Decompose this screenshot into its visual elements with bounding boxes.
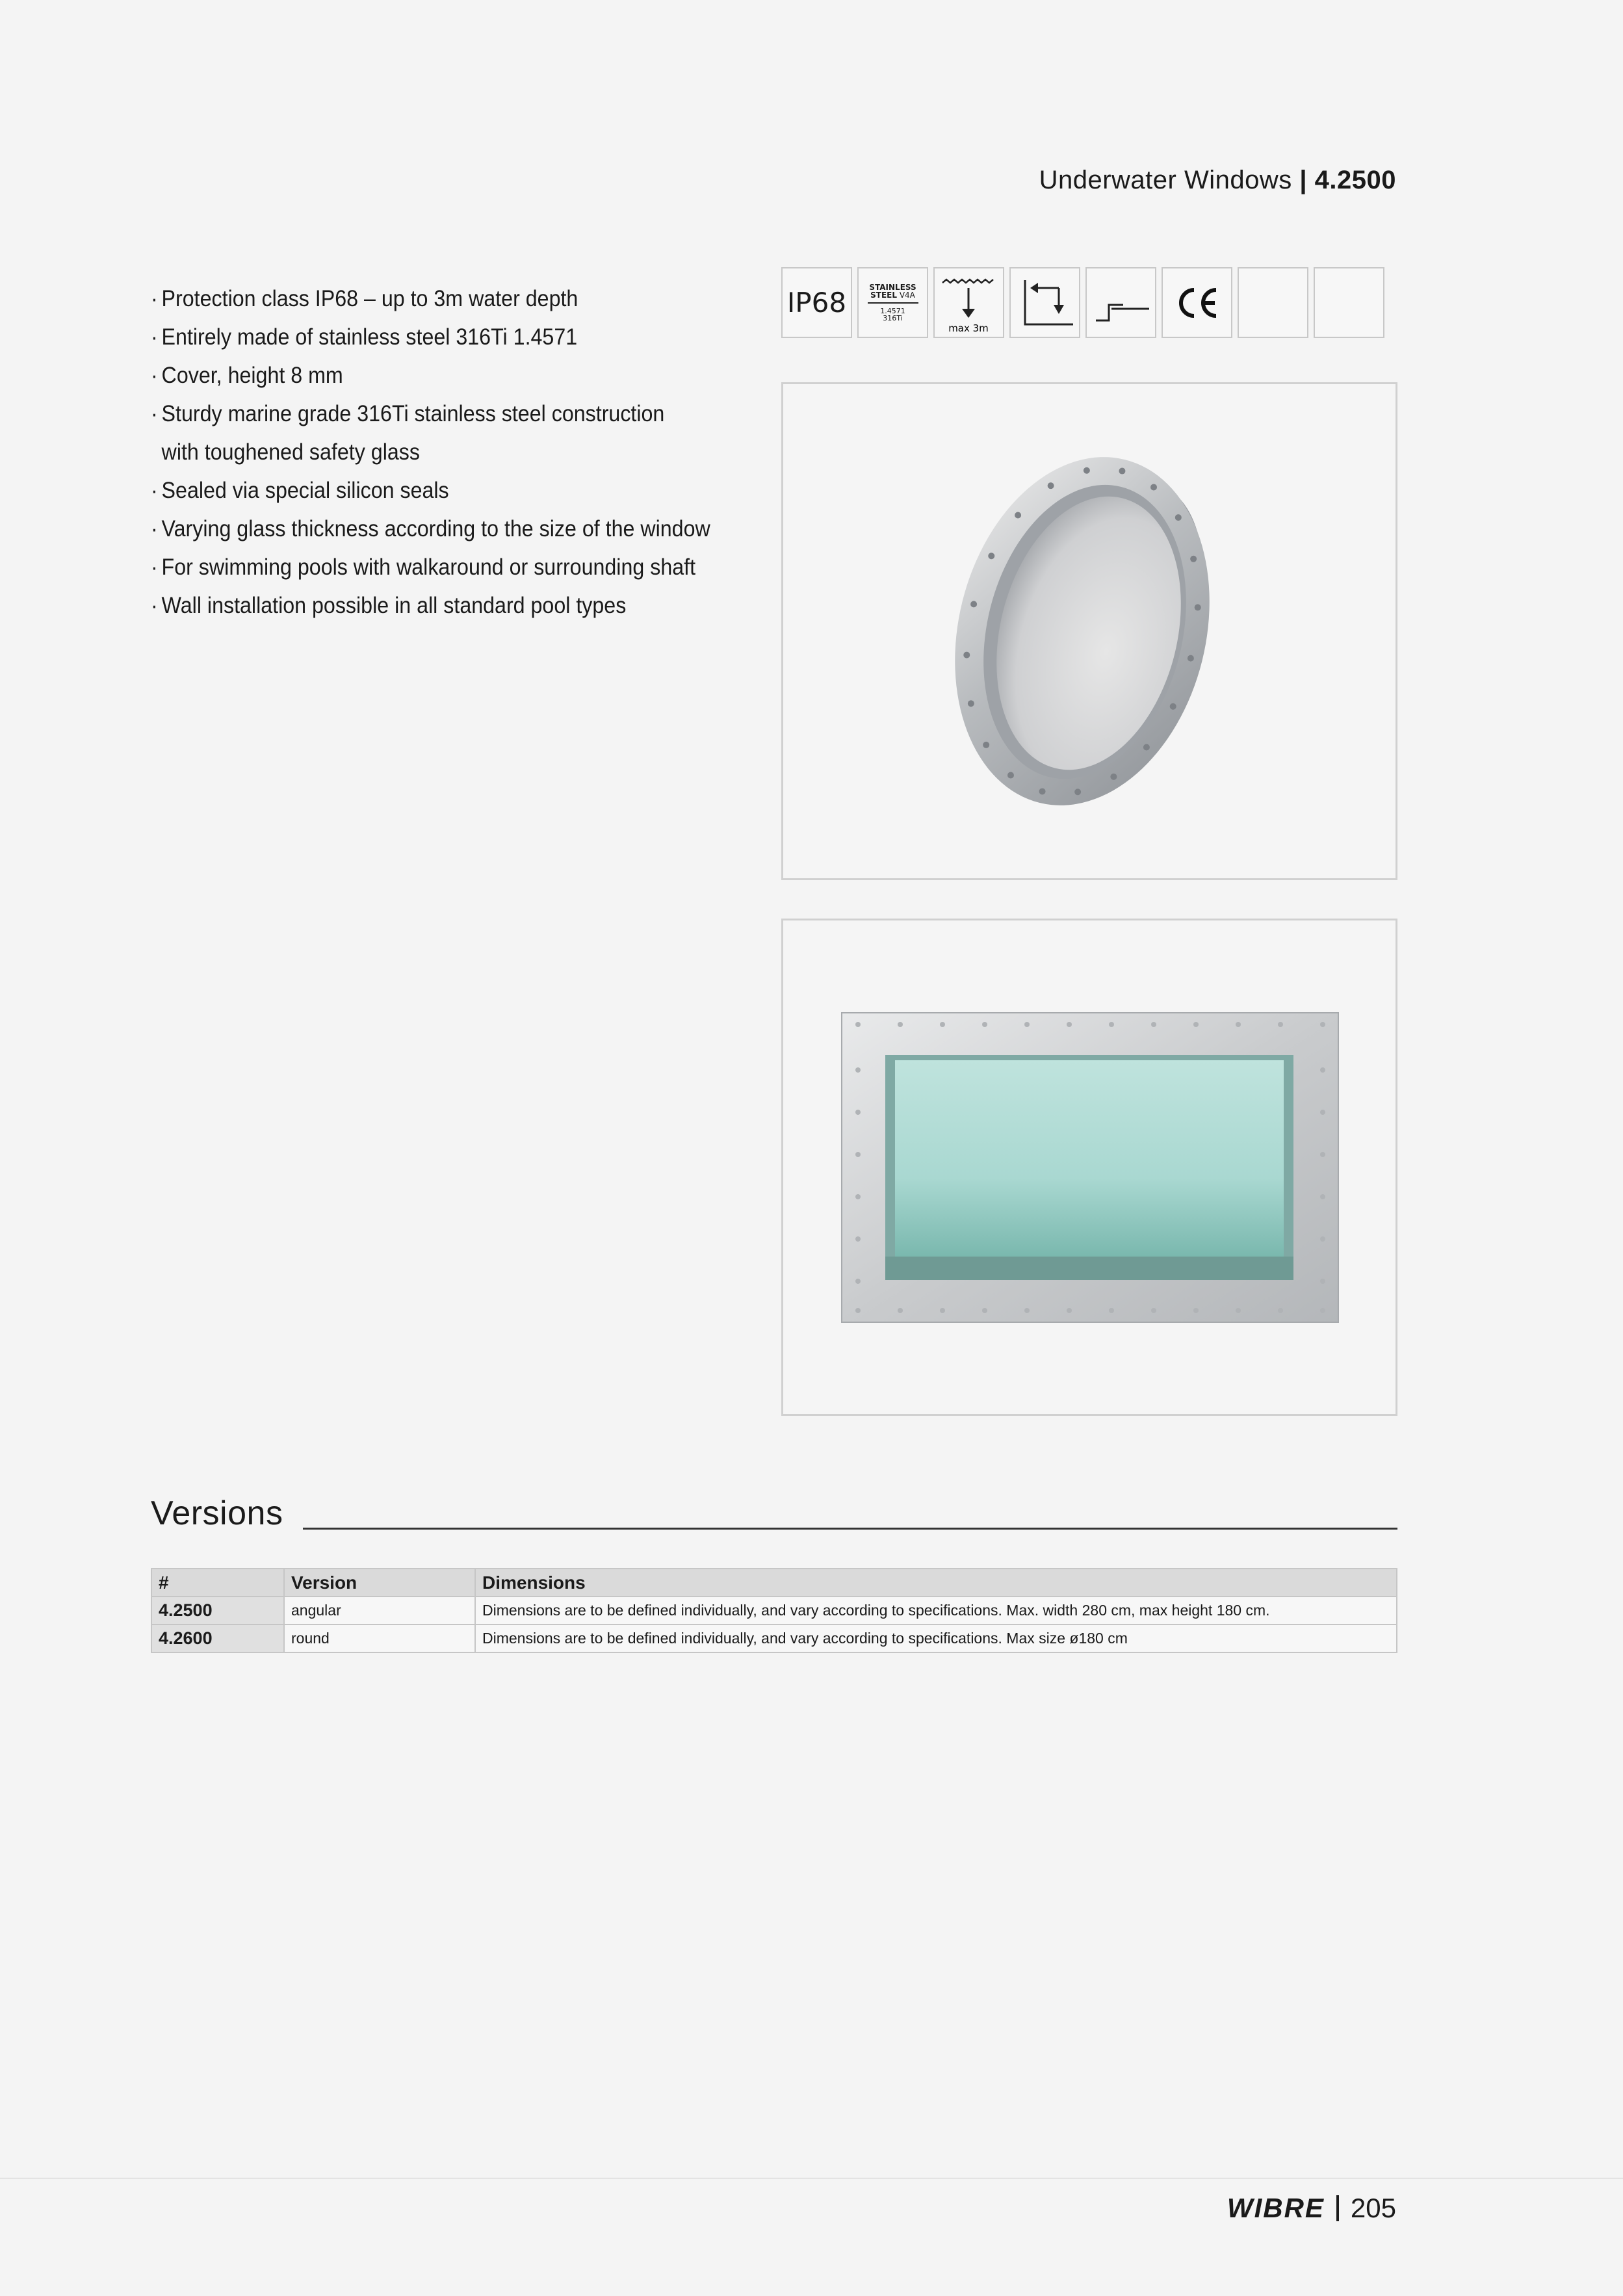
versions-table xyxy=(151,1568,1397,1653)
flush-mount-icon xyxy=(1085,267,1156,338)
versions-divider xyxy=(303,1528,1397,1530)
page-footer xyxy=(1227,2193,1396,2224)
feature-item: · Sealed via special silicon seals xyxy=(151,478,449,503)
row-dimensions: Dimensions are to be defined individually, and vary according to specifications. Max size ø180 cm xyxy=(475,1624,1397,1652)
footer-divider xyxy=(0,2178,1623,2179)
feature-item: · Cover, height 8 mm xyxy=(151,363,343,388)
feature-item: · For swimming pools with walkaround or surrounding shaft xyxy=(151,554,696,580)
empty-icon-slot xyxy=(1314,267,1384,338)
spec-icon-row xyxy=(781,267,1384,338)
row-number: 4.2500 xyxy=(151,1597,284,1624)
versions-heading: Versions xyxy=(151,1494,283,1532)
table-row xyxy=(151,1624,1397,1652)
brand-logo: WIBRE xyxy=(1227,2193,1325,2223)
table-header-row xyxy=(151,1569,1397,1597)
page-header: Underwater Windows | 4.2500 xyxy=(1039,166,1396,194)
ce-mark-icon xyxy=(1162,267,1232,338)
empty-icon-slot xyxy=(1238,267,1308,338)
round-window-photo xyxy=(781,382,1397,880)
angular-window-photo xyxy=(781,919,1397,1416)
feature-item: · Sturdy marine grade 316Ti stainless steel construction xyxy=(151,401,665,426)
stainless-steel-icon: STAINLESS STEEL V4A 1.4571 316Ti xyxy=(857,267,928,338)
page-number: 205 xyxy=(1350,2193,1396,2223)
row-number: 4.2600 xyxy=(151,1624,284,1652)
row-dimensions: Dimensions are to be defined individually, and vary according to specifications. Max. width 280 cm, max height 180 cm. xyxy=(475,1597,1397,1624)
table-row xyxy=(151,1597,1397,1624)
feature-item: · Wall installation possible in all standard pool types xyxy=(151,593,627,618)
water-depth-icon xyxy=(933,267,1004,338)
header-title: Underwater Windows xyxy=(1039,166,1292,194)
column-header-number: # xyxy=(151,1569,284,1597)
column-header-version: Version xyxy=(284,1569,475,1597)
column-header-dimensions: Dimensions xyxy=(475,1569,1397,1597)
wall-installation-icon xyxy=(1009,267,1080,338)
feature-item: · Varying glass thickness according to the size of the window xyxy=(151,516,710,541)
header-code: 4.2500 xyxy=(1314,166,1396,194)
row-version: angular xyxy=(284,1597,475,1624)
feature-item: · Entirely made of stainless steel 316Ti 1.4571 xyxy=(151,324,578,350)
feature-item: · Protection class IP68 – up to 3m water depth xyxy=(151,286,578,311)
row-version: round xyxy=(284,1624,475,1652)
svg-text:max 3m: max 3m xyxy=(948,322,989,334)
svg-text:CE: CE xyxy=(1163,268,1164,269)
feature-item-continuation: with toughened safety glass xyxy=(161,439,420,465)
ip68-icon: IP68 xyxy=(781,267,852,338)
feature-list xyxy=(151,280,762,625)
